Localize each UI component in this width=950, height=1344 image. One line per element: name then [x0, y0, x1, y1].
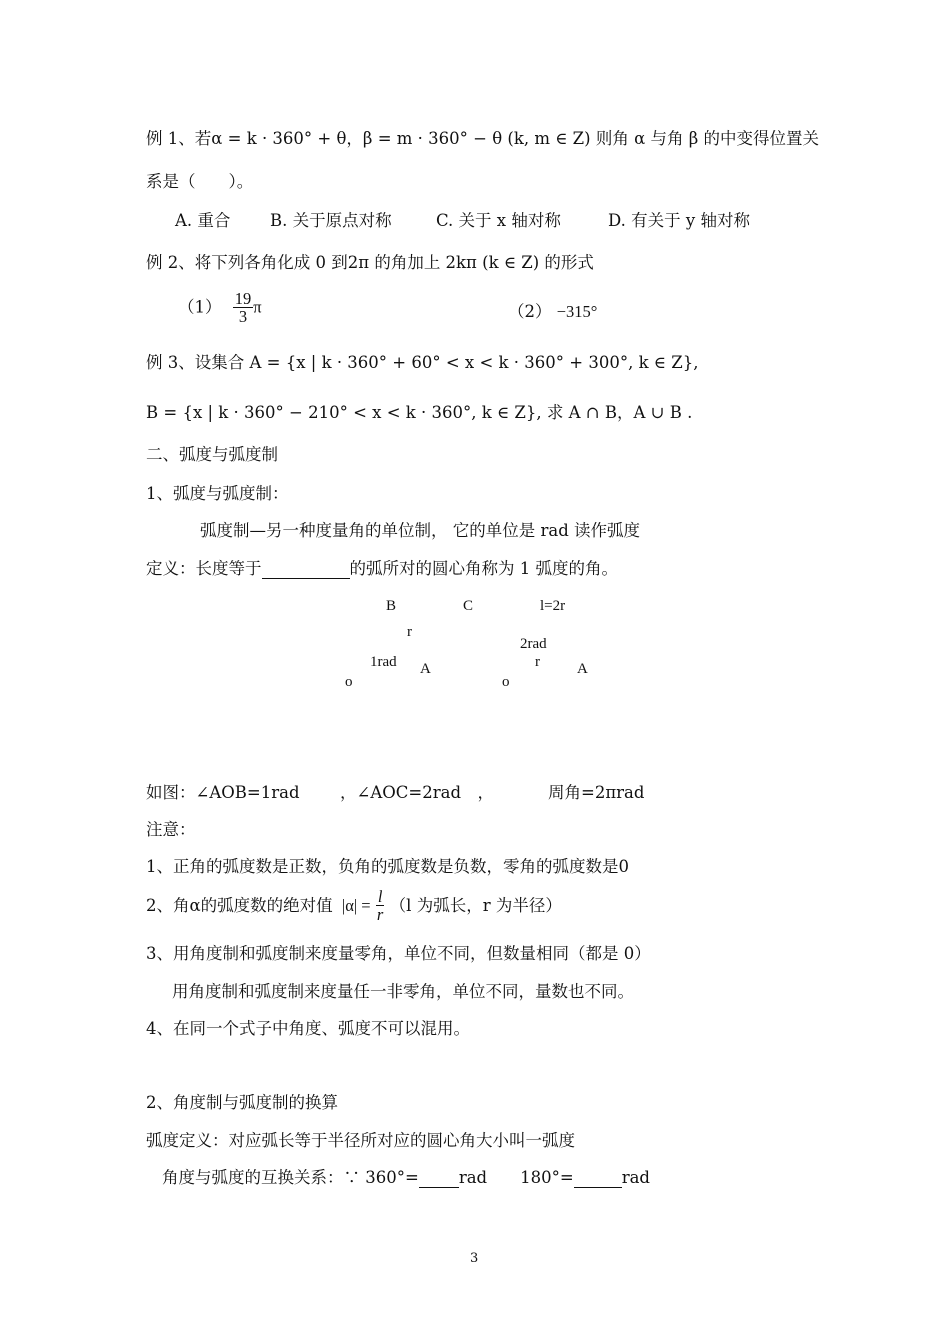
option-b: B. 关于原点对称 [270, 211, 392, 230]
definition-post: 的弧所对的圆心角称为 1 弧度的角。 [349, 559, 618, 578]
example-3-line: 例 3、设集合 A = {x | k · 360° + 60° < x < k · 360° + 300°, k ∈ Z}, [146, 353, 699, 372]
label-1rad: 1rad [370, 654, 397, 670]
note-2-abs: |α| = [341, 895, 371, 915]
caption-aob: 如图：∠AOB=1rad [146, 783, 300, 802]
note-1: 1、正角的弧度数是正数，负角的弧度数是负数，零角的弧度数是0 [146, 857, 629, 876]
note-2-post: （l 为弧长，r 为半径） [389, 895, 562, 915]
example-3-line-2: B = {x | k · 360° − 210° < x < k · 360°, k ∈ Z}, 求 A ∩ B，A ∪ B . [146, 403, 693, 422]
note-4: 4、在同一个式子中角度、弧度不可以混用。 [146, 1019, 470, 1038]
label-o-2: o [502, 674, 510, 690]
label-c: C [463, 598, 474, 614]
label-2rad: 2rad [520, 636, 547, 652]
conversion-mid: rad 180°= [458, 1168, 574, 1187]
part-2-label: （2） [508, 302, 552, 321]
option-d: D. 有关于 y 轴对称 [608, 211, 750, 230]
fraction-numerator: 19 [234, 289, 252, 308]
note-3b: 用角度制和弧度制来度量任一非零角，单位不同，量数也不同。 [172, 982, 634, 1001]
option-c: C. 关于 x 轴对称 [436, 211, 561, 230]
note-2 [146, 888, 562, 924]
example-2-line: 例 2、将下列各角化成 0 到2π 的角加上 2kπ (k ∈ Z) 的形式 [146, 253, 594, 272]
section-2-title: 二、弧度与弧度制 [146, 445, 278, 464]
fraction-19-3 [233, 290, 254, 326]
definition-line [146, 560, 618, 579]
example-1-continuation: 系是（ ）。 [146, 172, 254, 191]
option-a: A. 重合 [175, 211, 231, 230]
fraction-numerator-l: l [377, 887, 383, 906]
label-o-1: o [345, 674, 353, 690]
fraction-l-over-r [376, 888, 385, 924]
label-a-1: A [420, 661, 431, 677]
page-number: 3 [470, 1251, 479, 1266]
conversion-blank-1 [419, 1169, 459, 1188]
caption-full-angle: 周角=2πrad [548, 783, 645, 802]
subsection-2-title: 2、角度制与弧度制的换算 [146, 1093, 338, 1112]
part-1-label: （1） [178, 297, 222, 317]
conversion-line [162, 1169, 650, 1188]
conversion-pre: 角度与弧度的互换关系：∵ 360°= [162, 1168, 419, 1187]
example-2-part-2 [508, 303, 597, 321]
radian-definition: 弧度定义：对应弧长等于半径所对应的圆心角大小叫一弧度 [146, 1131, 575, 1150]
label-l-2r: l=2r [540, 598, 566, 614]
label-r-1: r [407, 624, 412, 640]
notes-title: 注意： [146, 820, 196, 839]
label-r-2: r [535, 654, 540, 670]
fraction-denominator: 3 [238, 307, 248, 327]
definition-blank [262, 560, 350, 579]
part-2-value: −315° [556, 302, 598, 321]
definition-pre: 定义：长度等于 [146, 559, 262, 578]
fraction-denominator-r: r [376, 905, 384, 925]
conversion-post: rad [621, 1168, 650, 1187]
note-2-pre: 2、角α的弧度数的绝对值 [146, 895, 333, 915]
note-3: 3、用角度制和弧度制来度量零角，单位不同，但数量相同（都是 0） [146, 944, 651, 963]
example-1-line: 例 1、若α = k · 360° + θ，β = m · 360° − θ (k, m ∈ Z) 则角 α 与角 β 的中变得位置关 [146, 129, 819, 148]
label-b: B [386, 598, 397, 614]
caption-aoc: ，∠AOC=2rad ， [340, 783, 495, 802]
conversion-blank-2 [574, 1169, 622, 1188]
label-a-2: A [577, 661, 588, 677]
example-2-part-1 [178, 290, 262, 326]
subsection-1-title: 1、弧度与弧度制： [146, 484, 289, 503]
radian-intro: 弧度制—另一种度量角的单位制， 它的单位是 rad 读作弧度 [200, 521, 641, 540]
pi-symbol: π [253, 297, 262, 317]
